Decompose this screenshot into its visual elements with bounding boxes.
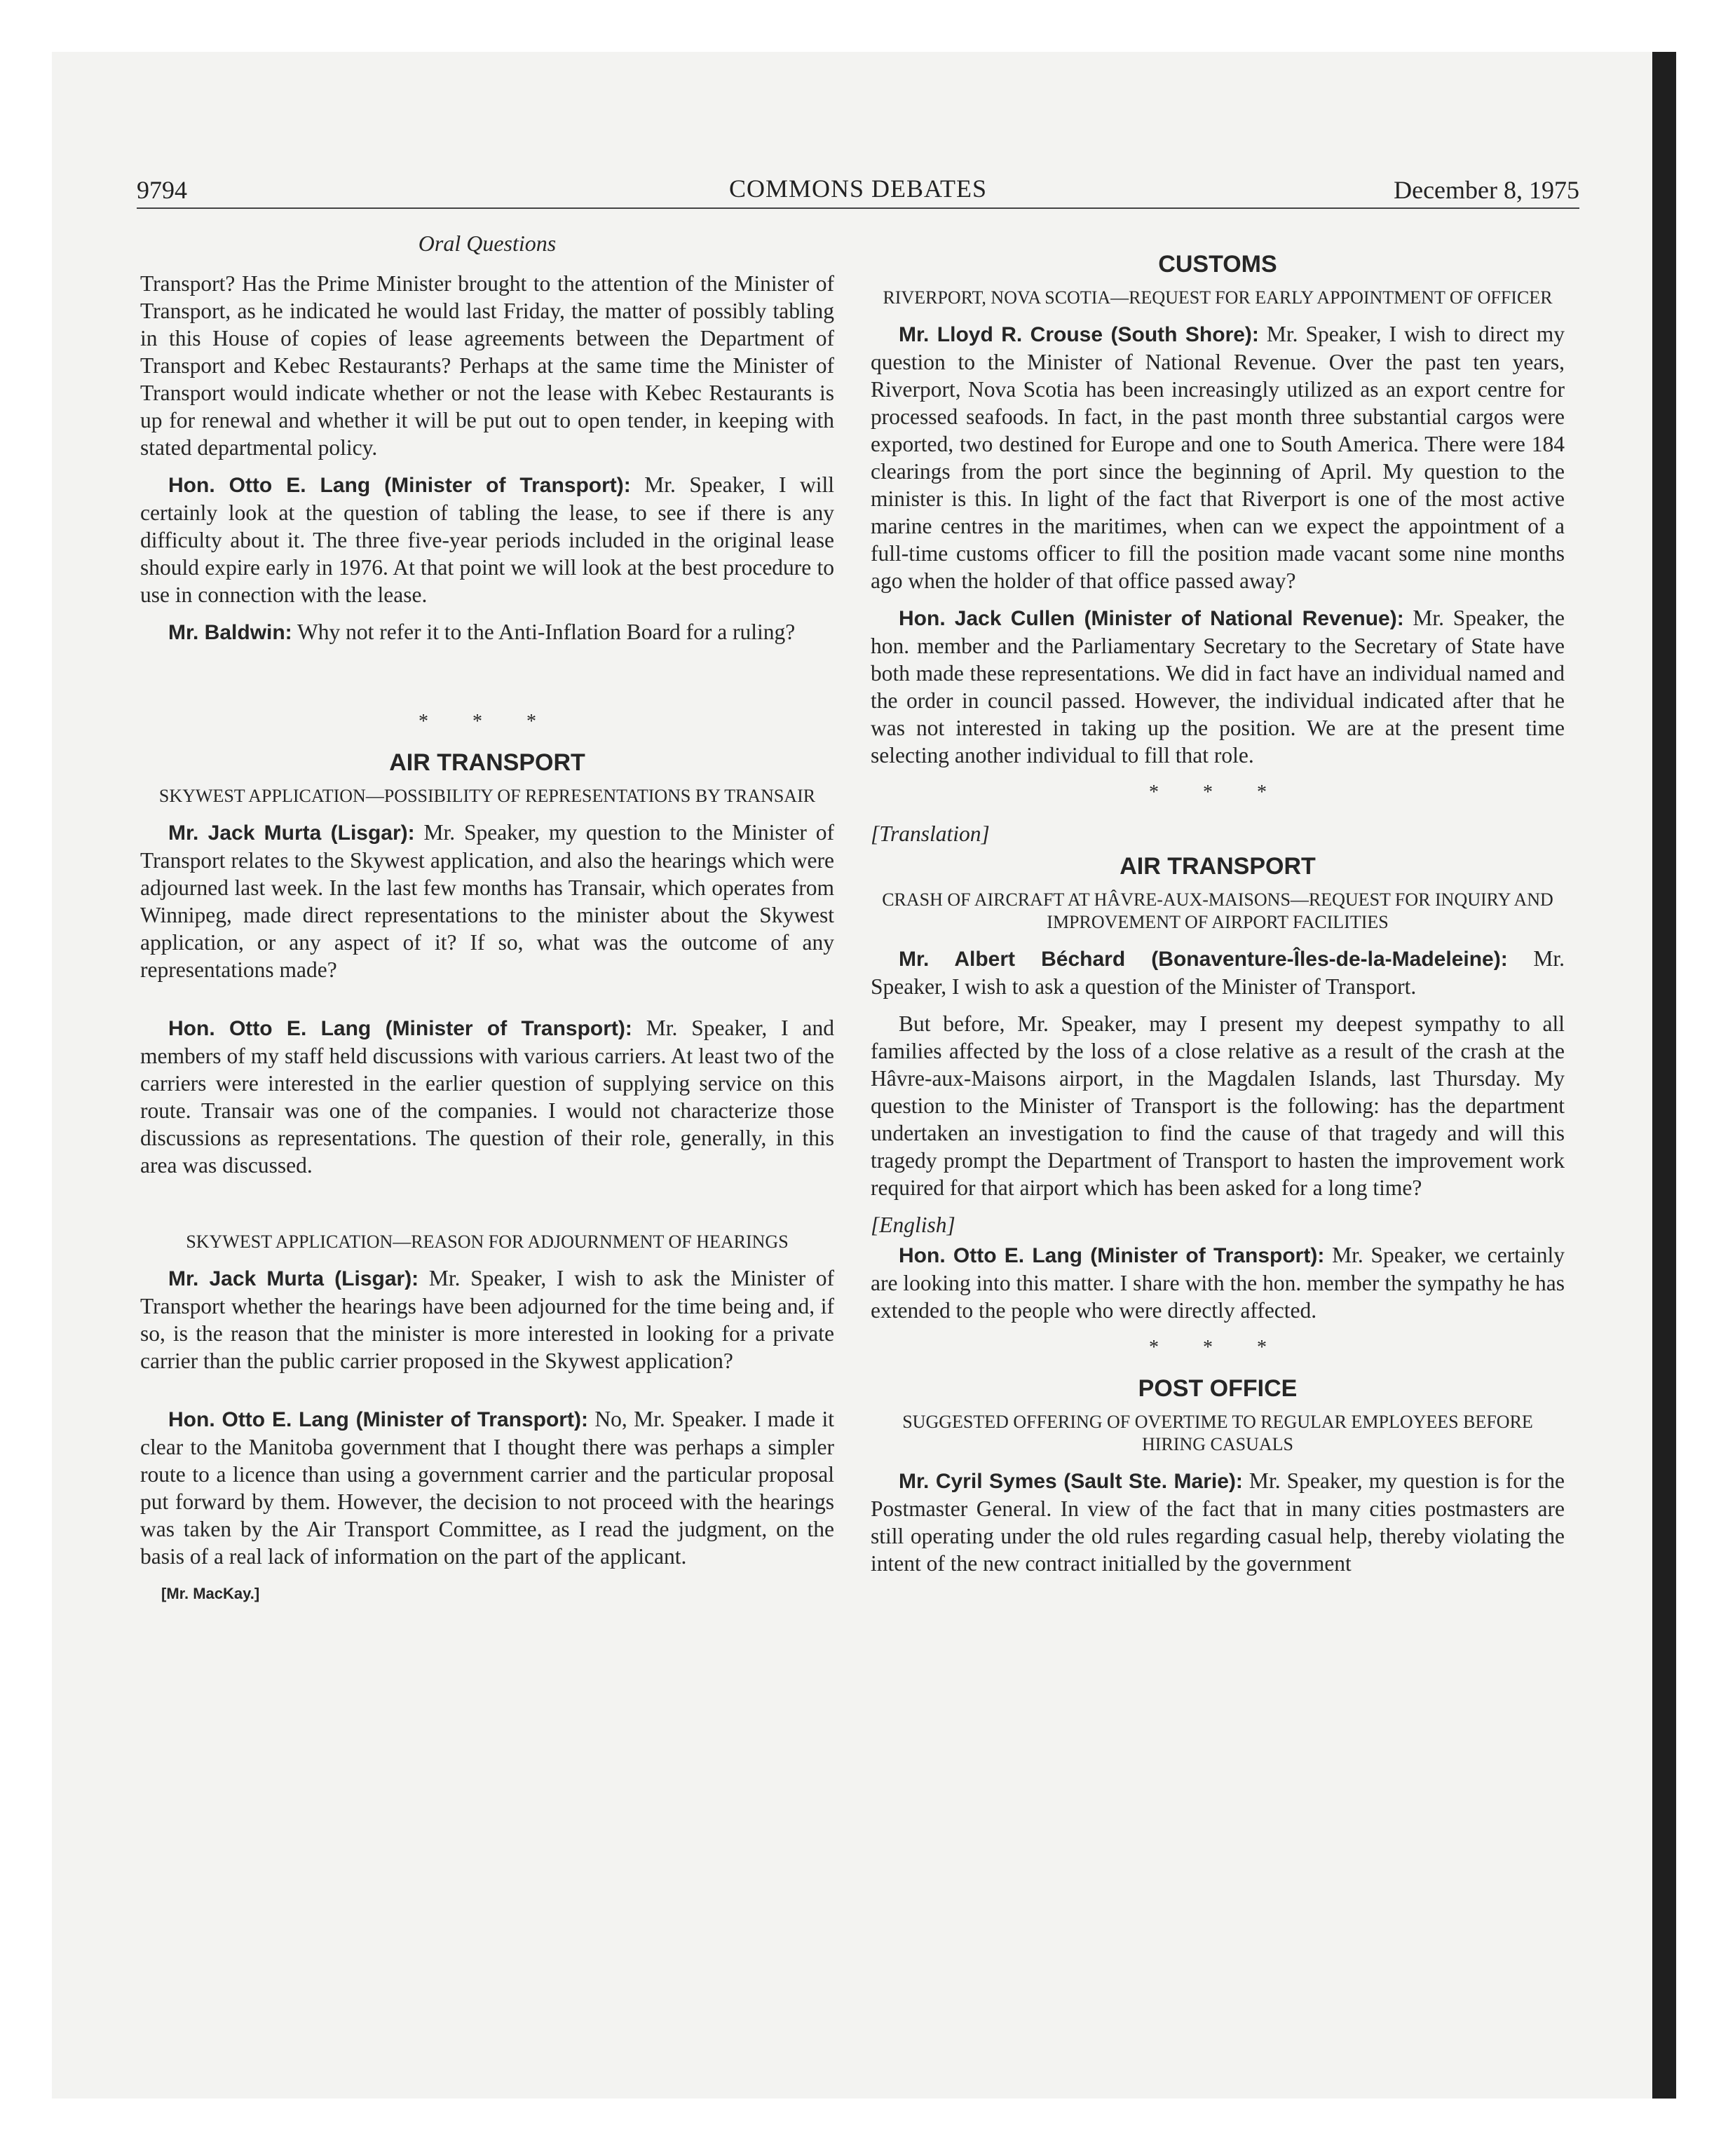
speech [140, 1014, 834, 1179]
speaker-name: Hon. Otto E. Lang (Minister of Transport): [168, 474, 631, 497]
language-marker: [English] [871, 1213, 955, 1237]
speech [140, 471, 834, 608]
speech-text: Mr. Speaker, I wish to ask the Minister of Transport whether the hearings have been adjourned for the time being and, if so, is the reason that the minister is more interested in looking for a private carrier than the public carrier proposed in the Skywest application? [140, 1266, 834, 1373]
section-separator: * * * [1149, 782, 1286, 803]
speech-text: Mr. Speaker, I wish to direct my question to the Minister of National Revenue. Over the past ten years, Riverport, Nova Scotia has been increasingly utilized as an export centre for processed seafoods. In fact, in the past month three substantial cargos were exported, two destined for Europe and one to South America. There were 184 clearings from the port since the beginning of April. My question to the minister is this. In light of the fact that Riverport is one of the most active marine centres in the maritimes, when can we expect the appointment of a full-time customs officer to fill the position made vacant some nine months ago when the holder of that office passed away? [871, 322, 1565, 593]
speech [140, 618, 834, 646]
scan-edge-bar [1652, 52, 1676, 2099]
speaker-name: Mr. Jack Murta (Lisgar): [168, 821, 415, 845]
speech-text: No, Mr. Speaker. I made it clear to the Manitoba government that I thought there was perhaps a simpler route to a licence than using a government carrier and the particular proposal put forward by them. However, the decision to not proceed with the hearings was taken by the Air Transport Committee, as I read the judgment, on the basis of a real lack of information on the part of the applicant. [140, 1407, 834, 1569]
section-title: AIR TRANSPORT [1120, 853, 1316, 880]
section-separator: * * * [1149, 1337, 1286, 1358]
subsection-title: SUGGESTED OFFERING OF OVERTIME TO REGULAR EMPLOYEES BEFORE HIRING CASUALS [902, 1412, 1533, 1454]
speech-text: Why not refer it to the Anti-Inflation Board for a ruling? [292, 620, 796, 644]
section-separator: * * * [419, 711, 556, 732]
speaker-name: Mr. Baldwin: [168, 621, 292, 644]
speaker-name: Hon. Otto E. Lang (Minister of Transport): [899, 1244, 1325, 1267]
section-title: POST OFFICE [1138, 1375, 1298, 1402]
left-column [140, 224, 834, 1607]
speech [871, 604, 1565, 769]
speech [871, 1467, 1565, 1577]
publication-date: December 8, 1975 [1394, 176, 1579, 204]
page-header [137, 174, 1579, 209]
speaker-name: Mr. Jack Murta (Lisgar): [168, 1267, 419, 1290]
speaker-name: Mr. Albert Béchard (Bonaventure-Îles-de-la-Madeleine): [899, 948, 1508, 971]
speaker-name: Hon. Jack Cullen (Minister of National Revenue): [899, 607, 1404, 630]
speech-text: Mr. Speaker, we certainly are looking into this matter. I share with the hon. member the sympathy he has extended to the people who were directly affected. [871, 1243, 1565, 1323]
speech-text: Mr. Speaker, the hon. member and the Parliamentary Secretary to the Secretary of State have both made these representations. We did in fact have an individual named and the order in council passed. However, the individual indicated after that he was not interested in taking up the position. We are at the present time selecting another individual to fill that role. [871, 606, 1565, 767]
speech [140, 819, 834, 983]
speech-text: Mr. Speaker, my question to the Minister of Transport relates to the Skywest application, and also the hearings which were adjourned last week. In the last few months has Transair, which operates from Winnipeg, made direct representations to the minister about the Skywest application, or any aspect of it? If so, what was the outcome of any representations made? [140, 820, 834, 982]
publication-title: COMMONS DEBATES [728, 175, 988, 203]
paragraph: Transport? Has the Prime Minister brought to the attention of the Minister of Transport, as he indicated he would last Friday, the matter of possibly tabling in this House of copies of lease agreements between the Department of Transport and Kebec Restaurants? Perhaps at the same time the Minister of Transport would indicate whether or not the lease with Kebec Restaurants is up for renewal and whether it will be put out to open tender, in keeping with stated departmental policy. [140, 271, 834, 460]
subsection-title: CRASH OF AIRCRAFT AT HÂVRE-AUX-MAISONS—REQUEST FOR INQUIRY AND IMPROVEMENT OF AIRPORT FACILITIES [882, 889, 1553, 932]
subsection-title: RIVERPORT, NOVA SCOTIA—REQUEST FOR EARLY APPOINTMENT OF OFFICER [883, 287, 1553, 308]
right-column [871, 224, 1565, 1587]
speech-text: Mr. Speaker, I wish to ask a question of the Minister of Transport. [871, 946, 1565, 999]
speech-text: Mr. Speaker, I will certainly look at the question of tabling the lease, to see if there is any difficulty about it. The three five-year periods included in the original lease should expire early in 1976. At that point we will look at the best procedure to use in connection with the lease. [140, 472, 834, 607]
speaker-name: Mr. Lloyd R. Crouse (South Shore): [899, 323, 1259, 346]
running-head: Oral Questions [418, 231, 557, 256]
page-number: 9794 [137, 176, 187, 204]
footnote: [Mr. MacKay.] [161, 1585, 260, 1602]
speech [871, 1241, 1565, 1324]
subsection-title: SKYWEST APPLICATION—POSSIBILITY OF REPRESENTATIONS BY TRANSAIR [158, 786, 816, 806]
speech [140, 1405, 834, 1570]
subsection-title: SKYWEST APPLICATION—REASON FOR ADJOURNMENT OF HEARINGS [186, 1231, 789, 1252]
speech-text: Mr. Speaker, I and members of my staff held discussions with various carriers. At least two of the carriers were interested in the earlier question of supplying service on this route. Transair was one of the companies. I would not characterize those discussions as representations. The question of their role, generally, in this area was discussed. [140, 1016, 834, 1178]
speech [871, 320, 1565, 594]
speech [140, 1264, 834, 1374]
section-title: AIR TRANSPORT [389, 749, 585, 776]
paragraph: But before, Mr. Speaker, may I present my deepest sympathy to all families affected by the loss of a close relative as a result of the crash at the Hâvre-aux-Maisons airport, in the Magdalen Islands, last Thursday. My question to the Minister of Transport is the following: has the department undertaken an investigation to find the cause of that tragedy and will this tragedy prompt the Department of Transport to hasten the improvement work required for that airport which has been asked for a long time? [871, 1011, 1565, 1200]
speech [871, 945, 1565, 1000]
speech-text: Mr. Speaker, my question is for the Postmaster General. In view of the fact that in many cities postmasters are still operating under the old rules regarding casual help, thereby violating the intent of the new contract initialled by the government [871, 1468, 1565, 1576]
speaker-name: Mr. Cyril Symes (Sault Ste. Marie): [899, 1470, 1243, 1493]
language-marker: [Translation] [871, 821, 990, 846]
speaker-name: Hon. Otto E. Lang (Minister of Transport): [168, 1408, 588, 1431]
speaker-name: Hon. Otto E. Lang (Minister of Transport): [168, 1017, 632, 1040]
section-title: CUSTOMS [1158, 251, 1277, 278]
